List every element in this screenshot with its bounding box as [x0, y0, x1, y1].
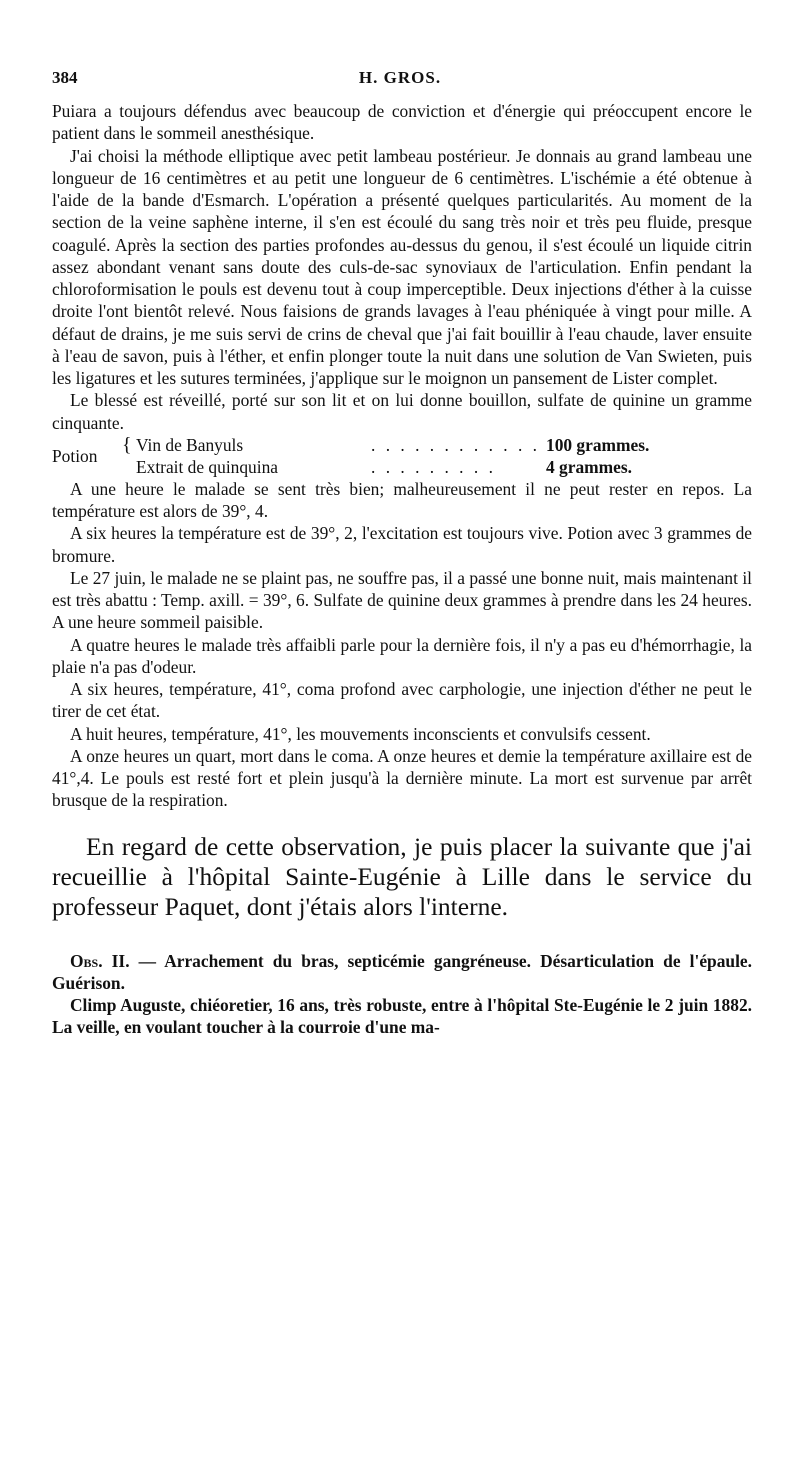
recipe-dots: . . . . . . . . . [371, 456, 496, 477]
paragraph: Puiara a toujours défendus avec beaucoup de conviction et d'énergie qui préoccupent encore le patient dans le sommeil anesthésique. [52, 101, 752, 144]
recipe-row [136, 434, 712, 456]
recipe-row [136, 456, 712, 478]
running-title: H. GROS. [358, 68, 442, 87]
paragraph: A onze heures un quart, mort dans le coma. A onze heures et demie la température axillaire est de 41°,4. Le pouls est resté fort et plein jusqu'à la dernière minute. La mort est survenue par arrêt brusque de la respiration. [52, 745, 752, 811]
recipe-item: Vin de Banyuls [136, 434, 244, 455]
observation-section [52, 950, 752, 1039]
page-body [52, 100, 752, 1039]
potion-recipe [52, 434, 752, 478]
recipe-brace: { [122, 433, 132, 456]
paragraph: Le 27 juin, le malade ne se plaint pas, ne souffre pas, il a passé une bonne nuit, mais maintenant il est très abattu : Temp. axill. = 39°, 6. Sulfate de quinine deux grammes à prendre dans les 24 heures. A une heure sommeil paisible. [52, 567, 752, 633]
paragraph: A huit heures, température, 41°, les mouvements inconscients et convulsifs cessent. [70, 723, 651, 744]
page-header [52, 62, 748, 90]
page-number: 384 [52, 68, 78, 87]
paragraph: A quatre heures le malade très affaibli parle pour la dernière fois, il n'y a pas eu d'hémorrhagie, la plaie n'a pas d'odeur. [52, 634, 752, 677]
paragraph: A six heures la température est de 39°, 2, l'excitation est toujours vive. Potion avec 3 grammes de bromure. [52, 523, 752, 566]
observation-label: Obs. II. [70, 950, 130, 971]
recipe-label: Potion [52, 445, 98, 466]
paragraph: A six heures, température, 41°, coma profond avec carphologie, une injection d'éther ne peut le tirer de cet état. [52, 679, 752, 722]
recipe-quantity: 100 grammes. [546, 434, 650, 455]
observation-text: Climp Auguste, chiéoretier, 16 ans, très robuste, entre à l'hôpital Ste-Eugénie le 2 juin 1882. La veille, en voulant toucher à la courroie d'une ma- [52, 995, 752, 1038]
observation-heading [52, 950, 752, 995]
recipe-item: Extrait de quinquina [136, 456, 278, 477]
recipe-dots: . . . . . . . . . . . . [371, 434, 540, 455]
recipe-quantity: 4 grammes. [546, 456, 632, 477]
paragraph: J'ai choisi la méthode elliptique avec petit lambeau postérieur. Je donnais au grand lambeau une longueur de 16 centimètres et au petit une longueur de 6 centimètres. L'ischémie a été obtenue à l'aide de la bande d'Esmarch. L'opération a présenté quelques particularités. Au moment de la section de la veine saphène interne, il s'en est écoulé du sang très noir et très peu fluide, presque coagulé. Après la section des parties profondes au-dessus du genou, il s'est écoulé un liquide citrin assez abondant venant sans doute des culs-de-sac synoviaux de l'articulation. Enfin pendant la chloroformisation le pouls est devenu tout à coup imperceptible. Deux injections d'éther à la cuisse droite l'ont bientôt relevé. Nous faisions de grands lavages à l'eau phéniquée à vingt pour mille. A défaut de drains, je me suis servi de crins de cheval que j'ai fait bouillir à l'eau chaude, laver ensuite à l'eau de savon, puis à l'éther, et enfin plonger toute la nuit dans une solution de Van Swieten, puis les ligatures et les sutures terminées, j'applique sur le moignon un pansement de Lister complet. [52, 145, 752, 388]
observation-title: — Arrachement du bras, septicémie gangréneuse. Désarticulation de l'épaule. Guérison. [52, 950, 752, 993]
paragraph: Le blessé est réveillé, porté sur son lit et on lui donne bouillon, sulfate de quinine un gramme cinquante. [52, 390, 752, 433]
paragraph: En regard de cette observation, je puis placer la suivante que j'ai recueillie à l'hôpital Sainte-Eugénie à Lille dans le service du professeur Paquet, dont j'étais alors l'interne. [52, 831, 752, 921]
large-print-paragraph [52, 832, 752, 922]
paragraph: A une heure le malade se sent très bien; malheureusement il ne peut rester en repos. La température est alors de 39°, 4. [52, 478, 752, 521]
